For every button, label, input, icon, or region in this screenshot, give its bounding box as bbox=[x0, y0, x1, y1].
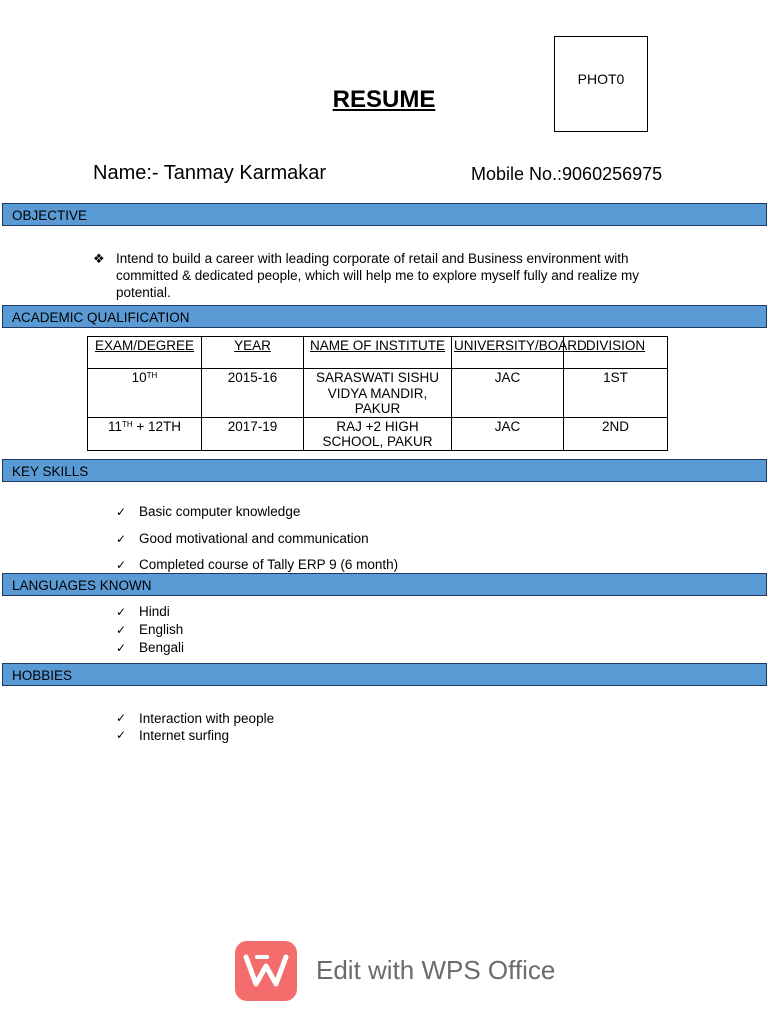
section-header-academic bbox=[2, 305, 767, 328]
section-title-languages: LANGUAGES KNOWN bbox=[12, 578, 152, 593]
cell-institute: SARASWATI SISHU VIDYA MANDIR, PAKUR bbox=[304, 369, 452, 418]
cell-institute: RAJ +2 HIGH SCHOOL, PAKUR bbox=[304, 417, 452, 450]
checkmark-icon: ✓ bbox=[116, 558, 127, 572]
column-header-division: DIVISION bbox=[564, 337, 668, 369]
cell-board: JAC bbox=[452, 417, 564, 450]
list-item: ✓ English bbox=[116, 622, 184, 637]
wps-logo-icon[interactable] bbox=[235, 941, 297, 1001]
objective-text: Intend to build a career with leading corporate of retail and Business environment with committed & dedicated people, which will help me to explore myself fully and realize my potential. bbox=[116, 251, 639, 300]
table-row bbox=[88, 417, 668, 450]
section-header-skills bbox=[2, 459, 767, 482]
column-header-institute: NAME OF INSTITUTE bbox=[304, 337, 452, 369]
cell-division: 2ND bbox=[564, 417, 668, 450]
wps-edit-link[interactable]: Edit with WPS Office bbox=[316, 955, 556, 985]
photo-placeholder bbox=[554, 36, 648, 132]
list-item: ✓ Basic computer knowledge bbox=[116, 499, 398, 526]
column-header-board: UNIVERSITY/BOARD bbox=[452, 337, 564, 369]
cell-year: 2017-19 bbox=[202, 417, 304, 450]
list-item: ✓ Interaction with people bbox=[116, 711, 275, 726]
checkmark-icon: ✓ bbox=[116, 623, 127, 637]
checkmark-icon: ✓ bbox=[116, 641, 127, 655]
section-header-objective bbox=[2, 203, 767, 226]
section-header-hobbies bbox=[2, 663, 767, 686]
cell-year: 2015-16 bbox=[202, 369, 304, 418]
cell-exam: 11TH + 12TH bbox=[88, 417, 202, 450]
key-skills-list bbox=[116, 499, 398, 579]
section-title-hobbies: HOBBIES bbox=[12, 668, 73, 683]
cell-exam: 10TH bbox=[88, 369, 202, 418]
list-item: ✓ Hindi bbox=[116, 604, 170, 619]
section-title-objective: OBJECTIVE bbox=[12, 208, 88, 223]
mobile-number: Mobile No.:9060256975 bbox=[471, 164, 663, 184]
section-title-academic: ACADEMIC QUALIFICATION bbox=[12, 310, 190, 325]
objective-paragraph bbox=[93, 250, 683, 301]
academic-table bbox=[87, 336, 668, 451]
candidate-name: Name:- Tanmay Karmakar bbox=[93, 162, 327, 184]
page-title: RESUME bbox=[332, 86, 436, 113]
photo-label: PHOT0 bbox=[577, 71, 625, 87]
checkmark-icon: ✓ bbox=[116, 711, 127, 725]
cell-division: 1ST bbox=[564, 369, 668, 418]
checkmark-icon: ✓ bbox=[116, 728, 127, 742]
table-row bbox=[88, 369, 668, 418]
list-item: ✓ Bengali bbox=[116, 640, 185, 655]
list-item: ✓ Completed course of Tally ERP 9 (6 month) bbox=[116, 552, 398, 579]
section-title-skills: KEY SKILLS bbox=[12, 464, 89, 479]
checkmark-icon: ✓ bbox=[116, 531, 127, 546]
list-item: ✓ Internet surfing bbox=[116, 728, 230, 743]
hobbies-list bbox=[116, 710, 274, 744]
cell-board: JAC bbox=[452, 369, 564, 418]
languages-list bbox=[116, 603, 184, 657]
column-header-year: YEAR bbox=[202, 337, 304, 369]
section-header-languages bbox=[2, 573, 767, 596]
list-item: ✓ Good motivational and communication bbox=[116, 526, 398, 553]
checkmark-icon: ✓ bbox=[116, 505, 127, 519]
column-header-exam: EXAM/DEGREE bbox=[88, 337, 202, 369]
checkmark-icon: ✓ bbox=[116, 605, 127, 619]
diamond-bullet-icon: ❖ bbox=[93, 251, 105, 266]
table-header-row bbox=[88, 337, 668, 369]
